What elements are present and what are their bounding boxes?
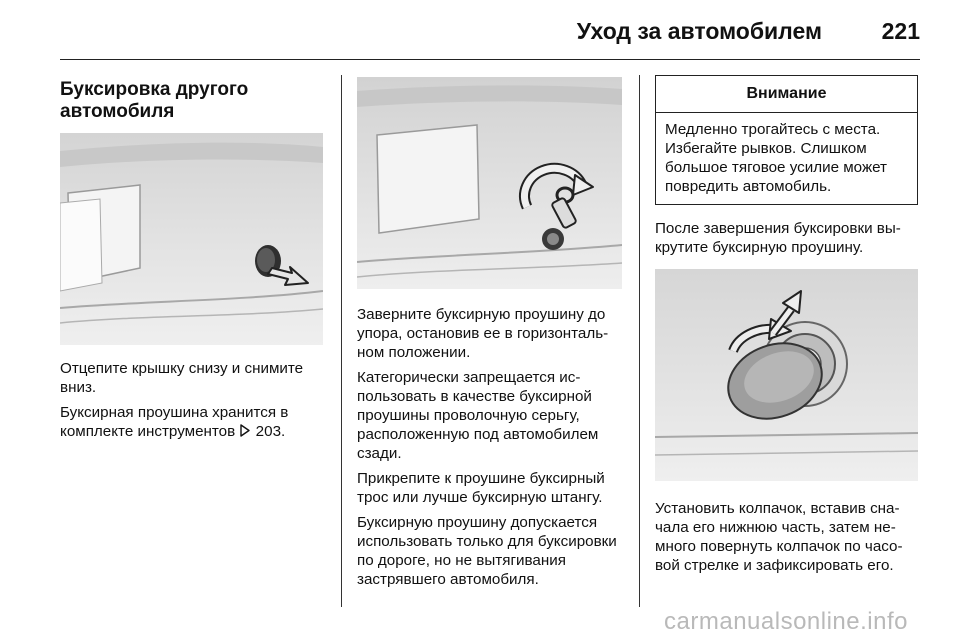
paragraph-refit-cap: Установить колпачок, вставив сначала его нижнюю часть, затем немного повернуть колпачок по часовой стрелке и зафиксировать его.	[655, 500, 903, 574]
paragraph-screw-eye: Заверните буксирную проушину до упора, остановив ее в горизонтальном положении.	[357, 306, 609, 361]
paragraph-prohibition: Категорически запрещается использовать в качестве буксирной проушины проволочную серьгу, расположенную под автомобилем сзади.	[357, 369, 599, 462]
column-1	[60, 75, 325, 447]
column-divider-1	[341, 75, 342, 607]
page-number: 221	[881, 18, 920, 44]
page-reference: 203.	[255, 423, 286, 440]
illustration-refit-cap	[655, 269, 920, 481]
page-header-title: Уход за автомобилем	[576, 18, 822, 44]
arrow-ref-icon	[239, 423, 251, 440]
column-2	[357, 75, 625, 595]
section-title-line-1: Буксировка другого	[60, 79, 249, 100]
paragraph-remove-cover: Отцепите крышку снизу и снимите вниз.	[60, 360, 304, 396]
paragraph-unscrew-eye: После завершения буксировки выкрутите буксирную проушину.	[655, 220, 901, 256]
column-3	[655, 75, 920, 581]
illustration-screw-in-eye	[357, 77, 625, 289]
header-rule	[60, 59, 920, 60]
paragraph-eye-storage	[60, 403, 325, 441]
illustration-bumper-cover	[60, 133, 325, 345]
paragraph-road-only: Буксирную проушину допускается использовать только для буксировки по дороге, но не вытягивания застрявшего автомобиля.	[357, 514, 617, 588]
warning-box	[655, 75, 918, 205]
warning-text: Медленно трогайтесь с места. Избегайте рывков. Слишком большое тяговое усилие может повредить автомобиль.	[665, 121, 888, 195]
paragraph-eye-storage-text: Буксирная проушина хранится в комплекте инструментов	[60, 404, 289, 440]
section-title	[60, 79, 325, 123]
column-divider-2	[639, 75, 640, 607]
watermark: carmanualsonline.info	[664, 608, 908, 635]
paragraph-attach-rope: Прикрепите к проушине буксирный трос или лучше буксирную штангу.	[357, 470, 605, 506]
section-title-line-2: автомобиля	[60, 101, 175, 122]
warning-title: Внимание	[656, 76, 917, 113]
